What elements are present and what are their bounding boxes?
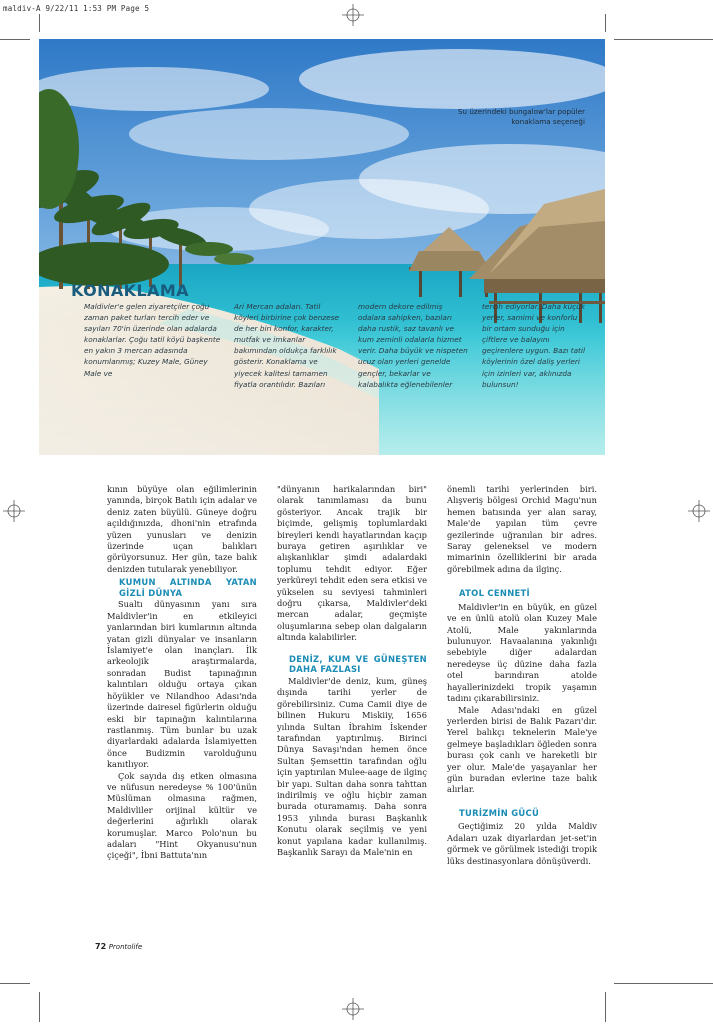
article-column-3: [447, 484, 597, 867]
paragraph: Male Adası'ndaki en güzel yerlerden birisi de Balık Pazarı'dır. Yerel balıkçı teknelerin Male'ye gelmeye başladıkları öğleden sonra burası çok canlı ve hareketli bir yer olur. Male'de yaşayanlar her gün buradan evlerine taze balık alırlar.: [447, 704, 597, 795]
crop-mark: [39, 14, 40, 32]
crop-mark: [0, 983, 30, 984]
konaklama-col-3: modern dekore edilmiş odalara sahipken, bazıları daha rustik, saz tavanlı ve kum zeminli odalarla hizmet verir. Daha büyük ve nispeten ucuz olan yerleri genelde gençler, bekarlar ve kalabalıkta eğlenebilenler: [358, 302, 468, 389]
konaklama-col-2: Ari Mercan adaları. Tatil köyleri birbirine çok benzese de her biri konfor, karakter, mutfak ve imkanlar bakımından oldukça farklılık gösterir. Konaklama ve yiyecek kalitesi tamamen fiyatla orantılıdır. Bazıları: [234, 302, 340, 389]
section-heading: DENİZ, KUM VE GÜNEŞTEN DAHA FAZLASI: [289, 653, 427, 675]
konaklama-col-4: tercih ediyorlar. Daha küçük yerler, samimi ve konforlu bir ortam sunduğu için çiftlere ve balayını geçirenlere uygun. Bazı tatil köylerinin özel daliş yerleri için izinleri var, aklınızda bulunsun!: [482, 302, 585, 389]
page-folio: [95, 942, 142, 951]
konaklama-title: KONAKLAMA: [71, 281, 189, 300]
section-heading: ATOL CENNETİ: [459, 588, 530, 599]
section-heading: KUMUN ALTINDA YATAN GİZLİ DÜNYA: [119, 577, 257, 598]
paragraph: kının büyüye olan eğilimlerinin yanında, birçok Batılı için adalar ve deniz zaten büyülü. Güneye doğru açıldığınızda, dhoni'nin etrafında yüzen yunusları ve denizin üzerinde uçan balıkları görüyorsunuz. Her gün, taze balık denizden tutularak yenebiliyor.: [107, 484, 257, 574]
crop-mark: [614, 983, 713, 984]
registration-mark-left: [3, 500, 25, 522]
hero-photo: [39, 39, 605, 455]
registration-mark-top: [342, 4, 364, 26]
article-column-1: [107, 484, 257, 862]
magazine-name: Prontolife: [108, 943, 143, 951]
registration-mark-right: [688, 500, 710, 522]
paragraph: Sualtı dünyasının yanı sıra Maldivler'in en etkileyici yanlarından biri kumlarının altında yatan gizli dünyalar ve insanların İslamiyet'e olan inançları. İlk arkeolojik araştırmalarda, sonradan Budist tapınağının kalıntıları olduğu ortaya çıkan höyükler ve Nilandhoo Adası'nda üzerinde dairesel figürlerin olduğu eski bir tapınağın kalıntılarına rastlanmış. Tüm bunlar bu uzak diyarlardaki adalarda İslamiyetten önce Budizmin varolduğunu kanıtlıyor.: [107, 599, 257, 770]
paragraph: "dünyanın harikalarından biri" olarak tanımlaması da bunu gösteriyor. Ancak trajik bir biçimde, gelişmiş toplumlardaki bireyleri kendi hayatlarından kaçıp buraya getiren aşırılıklar ve alışkanlıklar şimdi adalardaki toplumu tehdit ediyor. Eğer yerküreyi tehdit eden sera etkisi ve yükselen su seviyesi tahminleri doğru çıkarsa, Maldivler'deki mercan adalar, geçmişte oluşumlarına sebep olan dalgaların altında kalabilirler.: [277, 484, 427, 643]
crop-mark: [614, 39, 713, 40]
print-slug: maldiv-A 9/22/11 1:53 PM Page 5: [3, 4, 150, 13]
paragraph: Geçtiğimiz 20 yılda Maldiv Adaları uzak diyarlardan jet-set'in görmek ve görülmek istediği tropik lüks destinasyonlara dönüşüverdi.: [447, 821, 597, 866]
section-heading: TURİZMİN GÜCÜ: [459, 807, 540, 818]
registration-mark-bottom: [342, 998, 364, 1020]
crop-mark: [605, 992, 606, 1022]
paragraph: Maldivler'de deniz, kum, güneş dışında tarihi yerler de görebilirsiniz. Cuma Camii diye de bilinen Hukuru Miskiiy, 1656 yılında Sultan İbrahim İskender tarafından yaptırılmış. Birinci Dünya Savaşı'ndan hemen önce Sultan Şemsettin tarafından oğlu için yaptırılan Mulee-aage de ilginç bir yapı. Sultan daha sonra tahttan indirilmiş ve oğlu hiçbir zaman burada oturamamış. Daha sonra 1953 yılında burası Başkanlık Konutu olarak seçilmiş ve yeni konut yapılana kadar kullanılmış. Başkanlık Sarayı da Male'nin en: [277, 675, 427, 857]
paragraph: önemli tarihi yerlerinden biri. Alışveriş bölgesi Orchid Magu'nun hemen batısında yer alan saray, Male'de yapılan tüm çevre gezilerinde uğranılan bir adres. Saray geleneksel ve modern mimarinin özelliklerini bir arada görebilmek adına da ilginç.: [447, 484, 597, 574]
paragraph: Maldivler'in en büyük, en güzel ve en ünlü atolü olan Kuzey Male Atolü, Male yakınlarında bulunuyor. Havaalanına yakınlığı sebebiyle diğer adalardan neredeyse üç düzine daha fazla otel barındıran atolde hayallerinizdeki tropik yaşamın tadını çıkarabilirsiniz.: [447, 601, 597, 704]
article-column-2: [277, 484, 427, 858]
page-number: 72: [95, 942, 107, 951]
crop-mark: [39, 992, 40, 1022]
crop-mark: [0, 39, 30, 40]
beach-illustration: [39, 39, 605, 455]
crop-mark: [605, 14, 606, 32]
photo-caption: Su üzerindeki bungalow'lar popüler konaklama seçeneği: [457, 107, 585, 126]
konaklama-col-1: Maldivler'e gelen ziyaretçiler çoğu zaman paket turları tercih eder ve sayıları 70'in üzerinde olan adalarda konaklarlar. Çoğu tatil köyü başkente en yakın 3 mercan adasında konumlanmış; Kuzey Male, Güney Male ve: [84, 302, 221, 378]
paragraph: Çok sayıda dış etken olmasına ve nüfusun neredeyse % 100'ünün Müslüman olmasına rağmen, Maldivliler orijinal kültür ve değerlerini ağırlıklı olarak korumuşlar. Marco Polo'nun bu adaları "Hint Okyanusu'nun çiçeği", İbni Battuta'nın: [107, 770, 257, 861]
